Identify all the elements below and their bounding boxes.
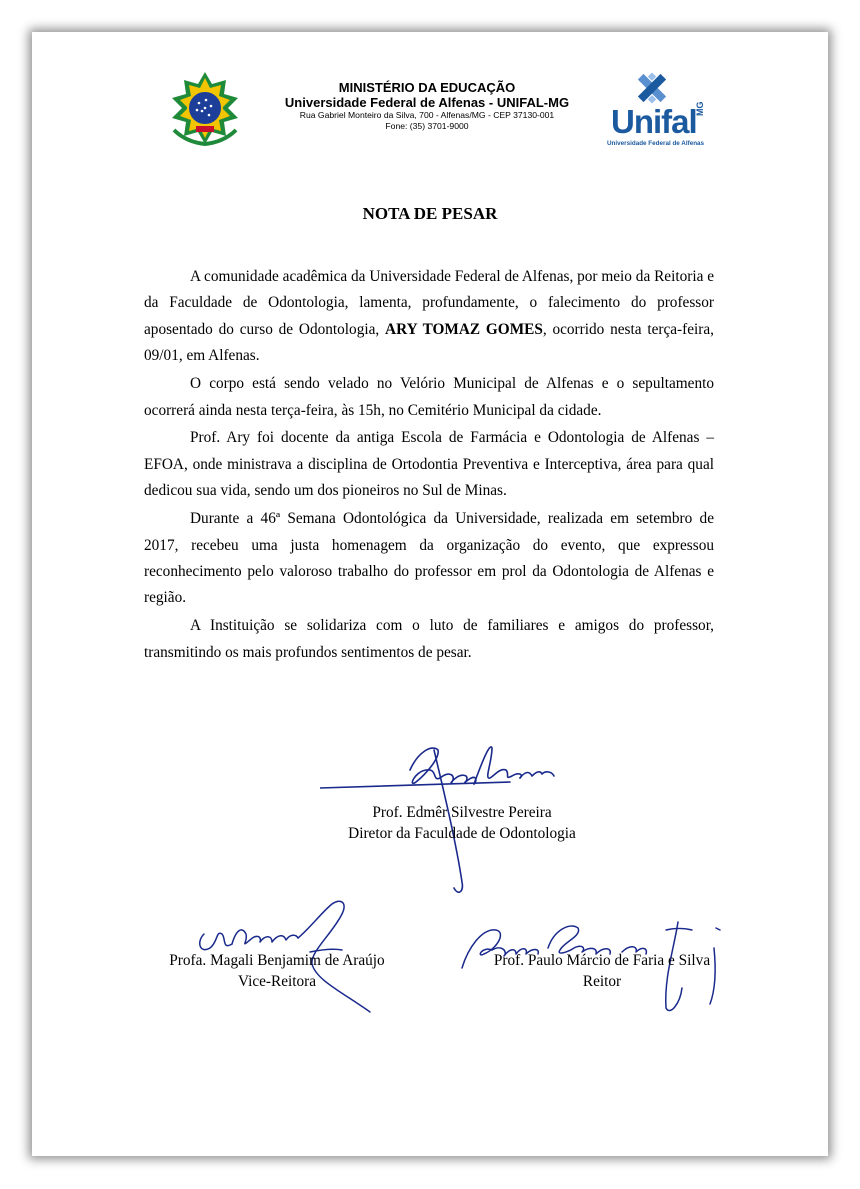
ministry-name: MINISTÉRIO DA EDUCAÇÃO [338, 80, 516, 95]
document-body [144, 264, 714, 668]
institution-heading [262, 80, 592, 132]
paragraph-4: Durante a 46ª Semana Odontológica da Universidade, realizada em setembro de 2017, recebeu uma justa homenagem da organização do evento, que expressou reconhecimento pelo valoroso trabalho do professor em prol da Odontologia de Alfenas e região. [144, 510, 714, 607]
paragraph-3: Prof. Ary foi docente da antiga Escola de Farmácia e Odontologia de Alfenas – EFOA, onde ministrava a disciplina de Ortodontia Preventiva e Interceptiva, área para qual dedicou sua vida, sendo um dos pioneiros no Sul de Minas. [144, 429, 714, 500]
signatory-role: Diretor da Faculdade de Odontologia [348, 825, 576, 842]
letterhead [32, 32, 828, 172]
paragraph-1-intro: A comunidade acadêmica da Universidade Federal de Alfenas, por meio da Reitoria e da Faculdade de Odontologia, lamenta, profundamente, o falecimento do professor aposentado do curso de Odontologia, [144, 268, 714, 338]
document-page [32, 32, 828, 1156]
signatory-role: Vice-Reitora [237, 973, 317, 990]
signatory-role: Reitor [582, 973, 622, 990]
address-line: Rua Gabriel Monteiro da Silva, 700 - Alfenas/MG - CEP 37130-001 [299, 110, 555, 120]
document-title: NOTA DE PESAR [362, 204, 498, 223]
unifal-logo-subtitle: Universidade Federal de Alfenas [607, 140, 705, 147]
signature-rector [452, 950, 752, 992]
signatory-name: Prof. Paulo Márcio de Faria e Silva [493, 952, 711, 969]
unifal-logo-word: Unifal [611, 103, 697, 140]
paragraph-1 [144, 264, 714, 370]
signature-director [312, 802, 612, 844]
brazil-coat-of-arms-icon [166, 70, 244, 148]
unifal-logo-mg: MG [695, 101, 705, 116]
paragraph-5: A Instituição se solidariza com o luto de familiares e amigos do professor, transmitindo os mais profundos sentimentos de pesar. [144, 617, 714, 661]
paragraph-1-end: , ocorrido nesta terça-feira, 09/01, em Alfenas. [144, 320, 714, 365]
signatory-name: Prof. Edmêr Silvestre Pereira [372, 804, 552, 821]
signatory-name: Profa. Magali Benjamim de Araújo [169, 952, 385, 969]
phone-line: Fone: (35) 3701-9000 [385, 121, 469, 131]
signature-vice-rector [142, 950, 412, 992]
unifal-logo [607, 70, 707, 150]
deceased-name: ARY TOMAZ GOMES [385, 320, 543, 338]
university-name: Universidade Federal de Alfenas - UNIFAL-MG [284, 95, 570, 110]
paragraph-2: O corpo está sendo velado no Velório Municipal de Alfenas e o sepultamento ocorrerá ainda nesta terça-feira, às 15h, no Cemitério Municipal da cidade. [144, 375, 714, 419]
